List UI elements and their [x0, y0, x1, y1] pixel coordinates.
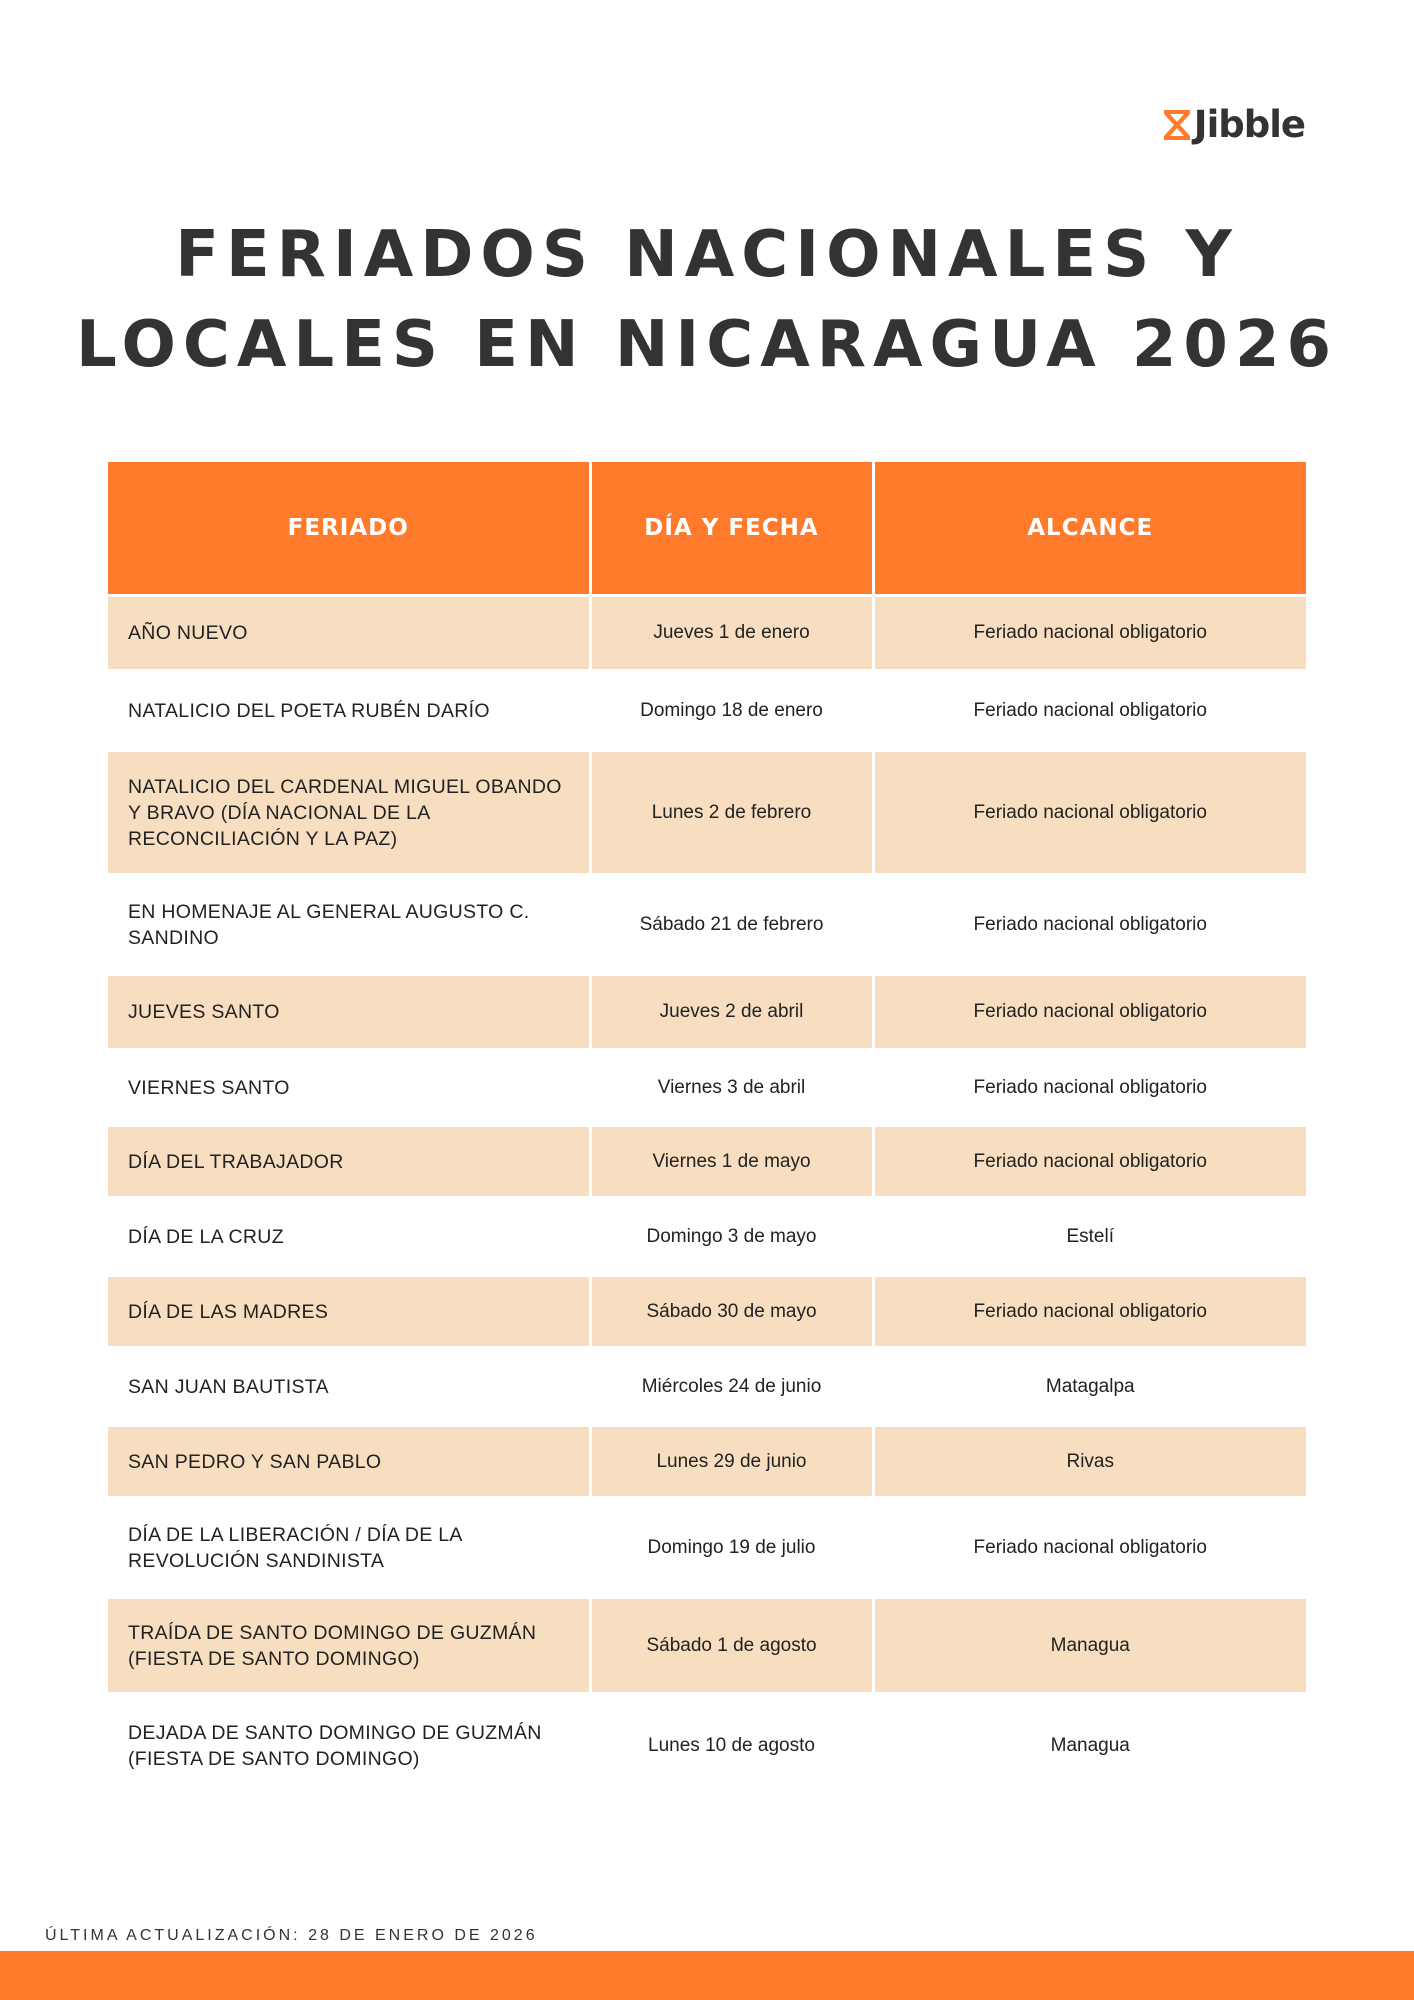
- header-fecha: DÍA Y FECHA: [590, 462, 873, 596]
- cell-fecha: Domingo 3 de mayo: [590, 1198, 873, 1276]
- cell-feriado: DÍA DE LA LIBERACIÓN / DÍA DE LA REVOLUCIÓN SANDINISTA: [108, 1498, 590, 1598]
- cell-feriado: SAN PEDRO Y SAN PABLO: [108, 1426, 590, 1498]
- cell-alcance: Rivas: [873, 1426, 1306, 1498]
- cell-alcance: Managua: [873, 1694, 1306, 1798]
- table-row: [108, 1694, 1306, 1798]
- cell-fecha: Lunes 10 de agosto: [590, 1694, 873, 1798]
- cell-feriado: AÑO NUEVO: [108, 596, 590, 671]
- cell-feriado: NATALICIO DEL POETA RUBÉN DARÍO: [108, 671, 590, 751]
- table-row: [108, 1198, 1306, 1276]
- table-row: [108, 671, 1306, 751]
- cell-feriado: DÍA DEL TRABAJADOR: [108, 1126, 590, 1198]
- cell-alcance: Feriado nacional obligatorio: [873, 1050, 1306, 1126]
- cell-alcance: Feriado nacional obligatorio: [873, 875, 1306, 975]
- cell-fecha: Domingo 18 de enero: [590, 671, 873, 751]
- table-row: [108, 1498, 1306, 1598]
- table-row: [108, 1348, 1306, 1426]
- cell-fecha: Sábado 21 de febrero: [590, 875, 873, 975]
- table-row: [108, 1276, 1306, 1348]
- table-row: [108, 1050, 1306, 1126]
- cell-fecha: Miércoles 24 de junio: [590, 1348, 873, 1426]
- page-title: [0, 210, 1414, 390]
- holidays-table: [108, 462, 1306, 1798]
- cell-fecha: Lunes 29 de junio: [590, 1426, 873, 1498]
- table-row: [108, 751, 1306, 875]
- cell-alcance: Feriado nacional obligatorio: [873, 596, 1306, 671]
- table-row: [108, 1598, 1306, 1694]
- cell-alcance: Feriado nacional obligatorio: [873, 751, 1306, 875]
- cell-fecha: Domingo 19 de julio: [590, 1498, 873, 1598]
- table-row: [108, 975, 1306, 1050]
- footer-bar: [0, 1951, 1414, 2000]
- header-alcance: ALCANCE: [873, 462, 1306, 596]
- hourglass-icon: [1162, 108, 1192, 142]
- last-updated-note: ÚLTIMA ACTUALIZACIÓN: 28 DE ENERO DE 2026: [45, 1927, 538, 1944]
- title-line-1: FERIADOS NACIONALES Y: [175, 218, 1239, 292]
- cell-fecha: Viernes 1 de mayo: [590, 1126, 873, 1198]
- cell-alcance: Feriado nacional obligatorio: [873, 671, 1306, 751]
- table-row: [108, 1126, 1306, 1198]
- cell-feriado: EN HOMENAJE AL GENERAL AUGUSTO C. SANDINO: [108, 875, 590, 975]
- cell-fecha: Lunes 2 de febrero: [590, 751, 873, 875]
- cell-alcance: Managua: [873, 1598, 1306, 1694]
- cell-feriado: VIERNES SANTO: [108, 1050, 590, 1126]
- cell-feriado: DÍA DE LAS MADRES: [108, 1276, 590, 1348]
- cell-feriado: TRAÍDA DE SANTO DOMINGO DE GUZMÁN (FIESTA DE SANTO DOMINGO): [108, 1598, 590, 1694]
- cell-feriado: DEJADA DE SANTO DOMINGO DE GUZMÁN (FIESTA DE SANTO DOMINGO): [108, 1694, 590, 1798]
- table-row: [108, 875, 1306, 975]
- logo-text: Jibble: [1193, 103, 1305, 146]
- cell-fecha: Jueves 1 de enero: [590, 596, 873, 671]
- cell-alcance: Matagalpa: [873, 1348, 1306, 1426]
- table-row: [108, 596, 1306, 671]
- cell-feriado: SAN JUAN BAUTISTA: [108, 1348, 590, 1426]
- table-row: [108, 1426, 1306, 1498]
- jibble-logo: [1162, 103, 1305, 146]
- cell-feriado: DÍA DE LA CRUZ: [108, 1198, 590, 1276]
- cell-feriado: NATALICIO DEL CARDENAL MIGUEL OBANDO Y BRAVO (DÍA NACIONAL DE LA RECONCILIACIÓN Y LA PAZ): [108, 751, 590, 875]
- cell-alcance: Feriado nacional obligatorio: [873, 1276, 1306, 1348]
- cell-alcance: Feriado nacional obligatorio: [873, 975, 1306, 1050]
- cell-alcance: Estelí: [873, 1198, 1306, 1276]
- cell-fecha: Sábado 30 de mayo: [590, 1276, 873, 1348]
- cell-fecha: Jueves 2 de abril: [590, 975, 873, 1050]
- header-feriado: FERIADO: [108, 462, 590, 596]
- table-header-row: [108, 462, 1306, 596]
- cell-alcance: Feriado nacional obligatorio: [873, 1126, 1306, 1198]
- cell-fecha: Viernes 3 de abril: [590, 1050, 873, 1126]
- cell-fecha: Sábado 1 de agosto: [590, 1598, 873, 1694]
- cell-alcance: Feriado nacional obligatorio: [873, 1498, 1306, 1598]
- cell-feriado: JUEVES SANTO: [108, 975, 590, 1050]
- title-line-2: LOCALES EN NICARAGUA 2026: [76, 308, 1338, 382]
